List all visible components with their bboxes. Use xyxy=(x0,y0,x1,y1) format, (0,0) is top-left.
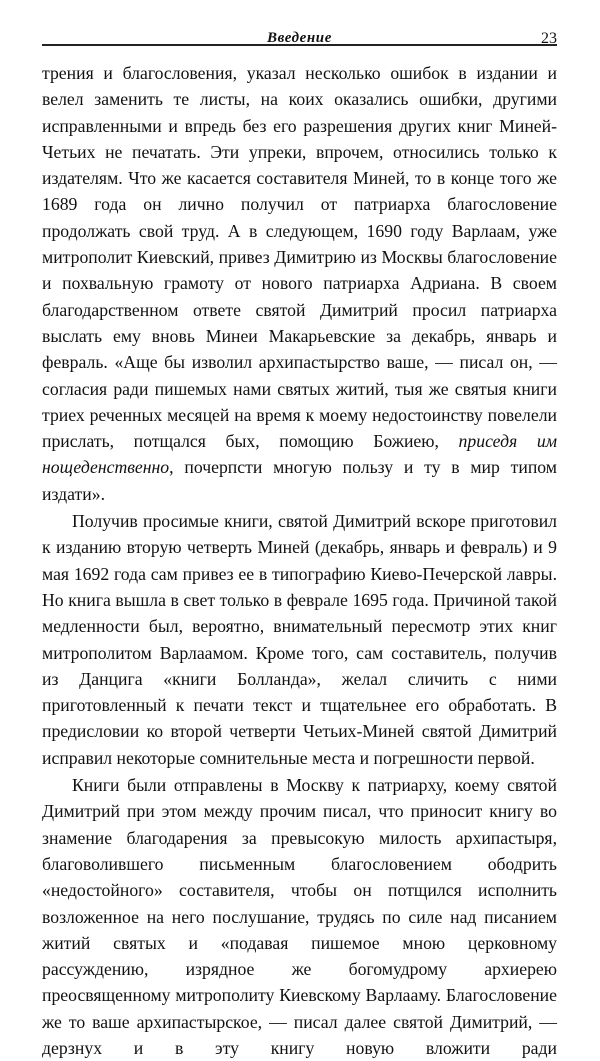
running-header xyxy=(42,16,557,46)
paragraph-continuation xyxy=(42,60,557,507)
paragraph-text: трения и благословения, указал несколько ошибок в издании и велел заменить те листы, на коих оказались ошибки, другими исправленными и впредь без его разрешения других книг Миней-Четьих не печатать. Эти упреки, впрочем, относились только к издателям. Что же касается составителя Миней, то в конце того же 1689 года он лично получил от патриарха благословение продолжать свой труд. А в следующем, 1690 году Варлаам, уже митрополит Киевский, привез Димитрию из Москвы благословение и похвальную грамоту от нового патриарха Адриана. В своем благодарственном ответе святой Димитрий просил патриарха выслать ему вновь Минеи Макарьевские за декабрь, январь и февраль. «Аще бы изволил архипастырство ваше, — писал он, — согласия ради пишемых нами святых житий, тыя же святыя книги триех реченных месяцей на время к моему недостоинству повелели прислать, потщался бых, помощию Божиею, xyxy=(42,63,557,452)
body-text xyxy=(42,60,557,1061)
italic-quote: приседя им нощеденственно xyxy=(42,431,557,478)
paragraph: Получив просимые книги, святой Димитрий вскоре приготовил к изданию вторую четверть Миней (декабрь, январь и февраль) и 9 мая 1692 года сам привез ее в типографию Киево-Печерской лавры. Но книга вышла в свет только в феврале 1695 года. Причиной такой медленности был, вероятно, внимательный пересмотр этих книг митрополитом Варлаамом. Кроме того, сам составитель, получив из Данцига «книги Болланда», желал сличить с ними приготовленный к печати текст и тщательнее его обработать. В предисловии ко второй четверти Четьих-Миней святой Димитрий исправил некоторые сомнительные места и погрешности первой. xyxy=(42,511,557,768)
page-number: 23 xyxy=(541,30,557,47)
paragraph-text: , почерпсти многую пользу и ту в мир типом издати». xyxy=(42,457,557,504)
paragraph: Книги были отправлены в Москву к патриарху, коему святой Димитрий при этом между прочим писал, что приносит книгу во знамение благодарения за превысокую милость архипастыря, благоволившего письменным благословением ободрить «недостойного» составителя, чтобы он потщился исполнить возложенное на него послушание, трудясь по силе над писанием житий святых и «подавая пишемое мною церковному рассуждению, изрядное же богомудрому архиерею преосвященному митрополиту Киевскому Варлааму. Благословение же то ваше архипастырское, — писал далее святой Димитрий, — дерзнух и в эту книгу новую вложити ради xyxy=(42,775,557,1058)
chapter-title: Введение xyxy=(266,30,333,46)
